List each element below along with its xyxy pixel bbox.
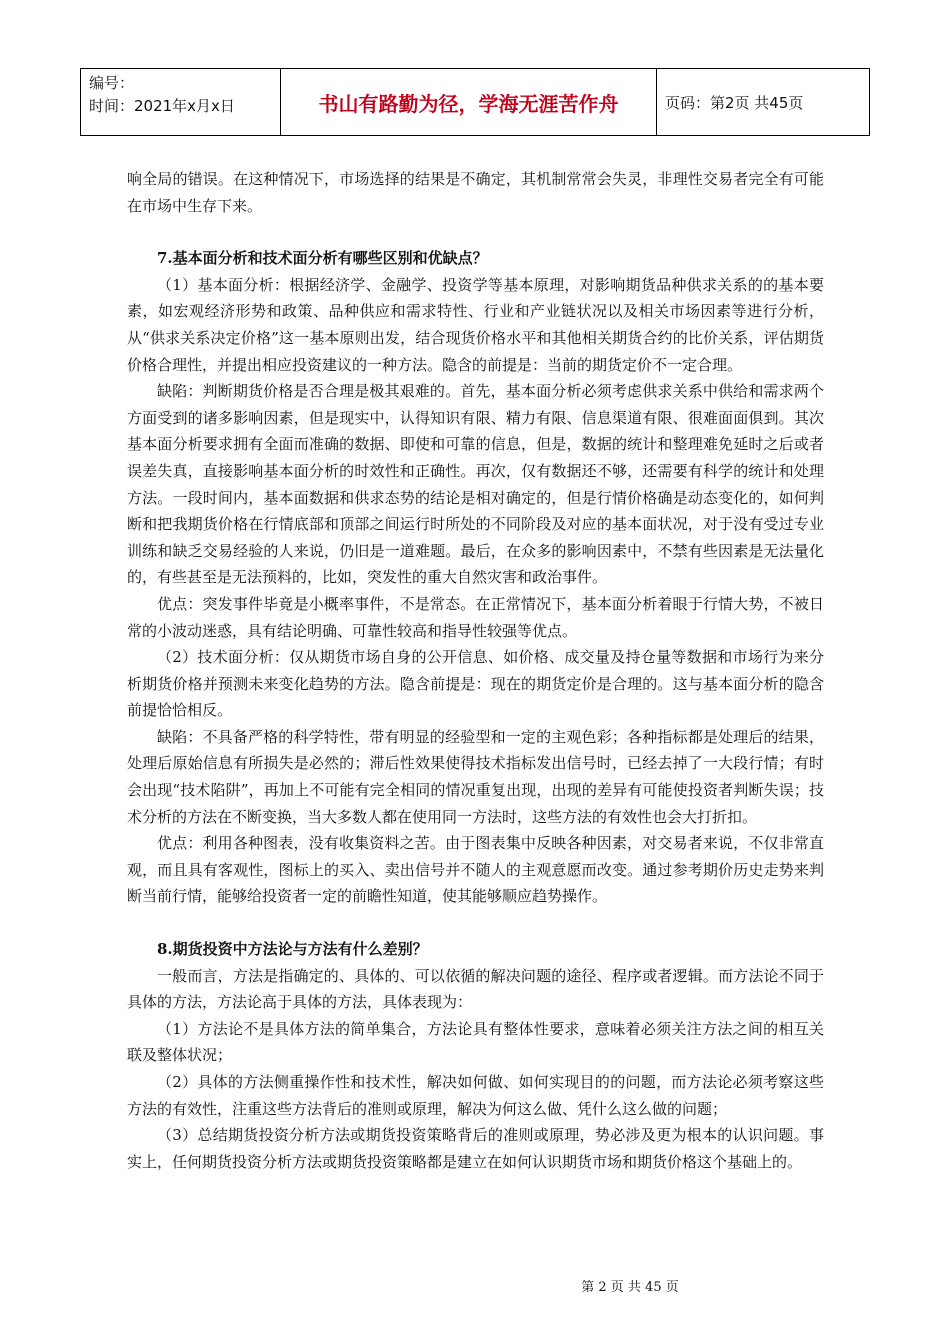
paragraph: （2）具体的方法侧重操作性和技术性，解决如何做、如何实现目的的问题，而方法论必须考察这些方法的有效性，注重这些方法背后的准则或原理，解决为何这么做、凭什么这么做的问题；	[127, 1073, 824, 1118]
header-date: 时间：2021年x月x日	[89, 97, 235, 115]
paragraph: （1）方法论不是具体方法的简单集合，方法论具有整体性要求，意味着必须关注方法之间的相互关联及整体状况；	[127, 1019, 824, 1065]
document-body	[127, 166, 824, 1175]
header-page: 页码：第2页 共45页	[665, 93, 804, 112]
page-header	[80, 68, 870, 136]
paragraph: （2）技术面分析：仅从期货市场自身的公开信息、如价格、成交量及持仓量等数据和市场行为来分析期货价格并预测未来变化趋势的方法。隐含前提是：现在的期货定价是合理的。这与基本面分析的隐含前提恰恰相反。	[127, 648, 824, 720]
header-number: 编号：	[89, 74, 135, 92]
paragraph: 缺陷：判断期货价格是否合理是极其艰难的。首先，基本面分析必须考虑供求关系中供给和需求两个方面受到的诸多影响因素，但是现实中，认得知识有限、精力有限、信息渠道有限、很难面面俱到。其次基本面分析要求拥有全面而准确的数据、即使和可靠的信息，但是，数据的统计和整理难免延时之后或者误差失真，直接影响基本面分析的时效性和正确性。再次，仅有数据还不够，还需要有科学的统计和处理方法。一段时间内，基本面数据和供求态势的结论是相对确定的，但是行情价格确是动态变化的，如何判断和把我期货价格在行情底部和顶部之间运行时所处的不同阶段及对应的基本面状况，对于没有受过专业训练和缺乏交易经验的人来说，仍旧是一道难题。最后，在众多的影响因素中，不禁有些因素是无法量化的，有些甚至是无法预料的，比如，突发性的重大自然灾害和政治事件。	[127, 382, 824, 587]
paragraph: 优点：突发事件毕竟是小概率事件，不是常态。在正常情况下，基本面分析着眼于行情大势，不被日常的小波动迷惑，具有结论明确、可靠性较高和指导性较强等优点。	[127, 594, 824, 640]
header-info	[81, 69, 281, 135]
section-heading: 7.基本面分析和技术面分析有哪些区别和优缺点？	[157, 249, 488, 268]
paragraph: 响全局的错误。在这种情况下，市场选择的结果是不确定，其机制常常会失灵，非理性交易者完全有可能在市场中生存下来。	[127, 170, 824, 215]
paragraph: 优点：利用各种图表，没有收集资料之苦。由于图表集中反映各种因素，对交易者来说，不仅非常直观，而且具有客观性，图标上的买入、卖出信号并不随人的主观意愿而改变。通过参考期价历史走势来判断当前行情，能够给投资者一定的前瞻性知道，使其能够顺应趋势操作。	[127, 834, 824, 906]
header-motto: 书山有路勤为径，学海无涯苦作舟	[281, 69, 657, 135]
page-footer: 第 2 页 共 45 页	[581, 1280, 679, 1295]
paragraph: 一般而言，方法是指确定的、具体的、可以依循的解决问题的途径、程序或者逻辑。而方法论不同于具体的方法，方法论高于具体的方法，具体表现为：	[127, 966, 824, 1012]
section-heading: 8.期货投资中方法论与方法有什么差别？	[157, 940, 428, 959]
paragraph: （3）总结期货投资分析方法或期货投资策略背后的准则或原理，势必涉及更为根本的认识问题。事实上，任何期货投资分析方法或期货投资策略都是建立在如何认识期货市场和期货价格这个基础上的。	[127, 1126, 824, 1171]
paragraph: 缺陷：不具备严格的科学特性，带有明显的经验型和一定的主观色彩；各种指标都是处理后的结果，处理后原始信息有所损失是必然的；滞后性效果使得技术指标发出信号时，已经去掉了一大段行情；有时会出现“技术陷阱”，再加上不可能有完全相同的情况重复出现，出现的差异有可能使投资者判断失误；技术分析的方法在不断变换，当大多数人都在使用同一方法时，这些方法的有效性也会大打折扣。	[127, 727, 824, 826]
paragraph: （1）基本面分析：根据经济学、金融学、投资学等基本原理，对影响期货品种供求关系的的基本要素，如宏观经济形势和政策、品种供应和需求特性、行业和产业链状况以及相关市场因素等进行分析，从“供求关系决定价格”这一基本原则出发，结合现货价格水平和其他相关期货合约的比价关系，评估期货价格合理性，并提出相应投资建议的一种方法。隐含的前提是：当前的期货定价不一定合理。	[127, 275, 824, 374]
